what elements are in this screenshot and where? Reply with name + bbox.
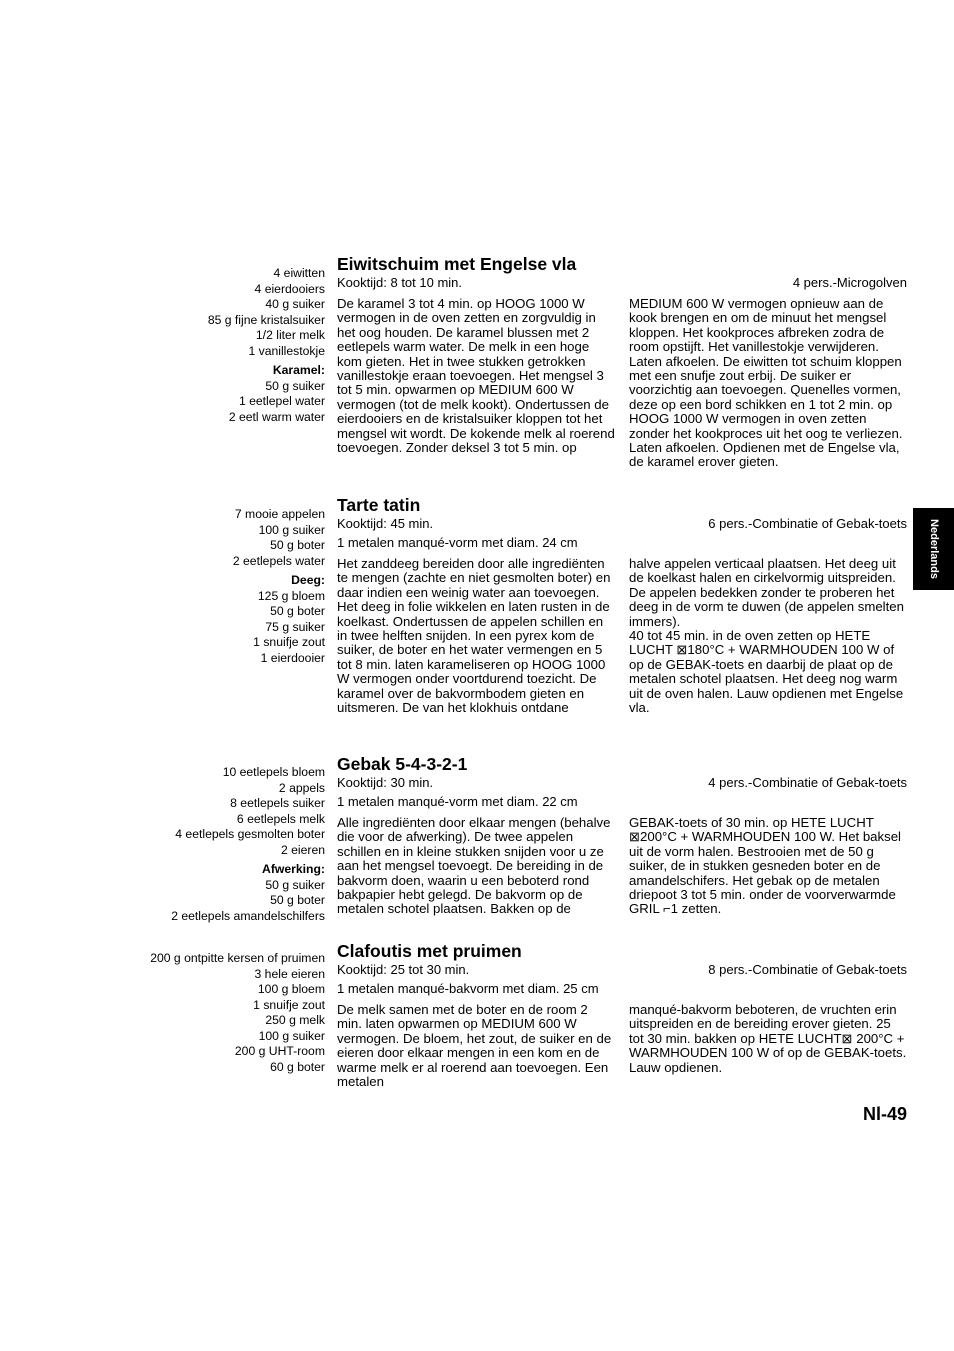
recipe-title: Clafoutis met pruimen [337, 941, 522, 961]
ingredients-list [115, 266, 325, 425]
recipe-meta [337, 275, 907, 291]
ingredient: 50 g suiker [265, 378, 325, 393]
ingredient: 1 snuifje zout [253, 997, 325, 1012]
ingredient: 10 eetlepels bloem [222, 765, 325, 779]
recipe-title: Tarte tatin [337, 495, 421, 515]
body-text: GEBAK-toets of 30 min. op HETE LUCHT ⊠200°C + WARMHOUDEN 100 W. Het baksel uit de vorm halen. Bestrooien met de 50 g suiker, de in stukken gesneden boter en de amandelschifers. Het gebak op de metalen driepoot 3 tot 5 min. onder de voorverwarmde GRIL ⌐1 zetten. [629, 815, 901, 917]
body-column-left [337, 297, 615, 470]
page-number: Nl-49 [862, 1104, 907, 1124]
recipe-meta [337, 962, 907, 978]
language-tab [913, 508, 954, 590]
ingredient: 50 g boter [270, 893, 325, 907]
body-column-right [629, 297, 907, 470]
ingredient: 1/2 liter melk [255, 328, 325, 342]
ingredient: 8 eetlepels suiker [230, 796, 325, 810]
ingredient: 4 eiwitten [273, 266, 325, 280]
ingredient: 100 g suiker [258, 522, 325, 537]
ingredient: 100 g bloem [257, 982, 325, 996]
language-tab-label: Nederlands [927, 519, 940, 579]
servings-method: 8 pers.-Combinatie of Gebak-toets [708, 962, 907, 977]
recipe-body [337, 297, 907, 470]
body-text: De melk samen met de boter en de room 2 min. laten opwarmen op MEDIUM 600 W vermogen. De bloem, het zout, de suiker en de eieren door elkaar mengen in een kom en de warme melk er al roerend aan toevoegen. Een metalen [337, 1002, 612, 1090]
ingredient: 7 mooie appelen [234, 507, 325, 521]
ingredient: 200 g UHT-room [234, 1044, 325, 1058]
ingredient: 75 g suiker [265, 619, 325, 634]
body-text: halve appelen verticaal plaatsen. Het deeg uit de koelkast halen en cirkelvormig uitspreiden. De appelen bedekken zonder te proberen het deeg in de vorm te duwen (de appelen smelten immers). 40 tot 45 min. in de oven zetten op HETE LUCHT ⊠180°C + WARMHOUDEN 100 W of op de GEBAK-toets en daarbij de plaat op de metalen schotel plaatsen. Het deeg nog warm uit de oven halen. Lauw opdienen met Engelse vla. [629, 556, 904, 716]
ingredients-list [115, 765, 325, 924]
ingredient: 40 g suiker [265, 297, 325, 311]
cooking-time: Kooktijd: 8 tot 10 min. [337, 275, 463, 290]
ingredient: 50 g suiker [265, 877, 325, 892]
ingredient: 50 g boter [270, 604, 325, 618]
ingredient: 1 vanillestokje [248, 343, 325, 358]
cooking-time: Kooktijd: 30 min. [337, 775, 434, 790]
recipe-meta [337, 775, 907, 791]
ingredients-list [115, 951, 325, 1075]
body-column-right [629, 816, 907, 917]
body-column-right [629, 1003, 907, 1089]
body-column-left [337, 1003, 615, 1089]
ingredient: 2 appels [278, 780, 325, 795]
recipe-body [337, 557, 907, 715]
ingredient-subheading: Afwerking: [262, 862, 325, 876]
ingredient: 250 g melk [265, 1013, 325, 1027]
ingredient: 200 g ontpitte kersen of pruimen [150, 951, 325, 965]
servings-method: 6 pers.-Combinatie of Gebak-toets [708, 516, 907, 531]
body-column-left [337, 816, 615, 917]
ingredient-subheading: Karamel: [272, 363, 325, 377]
recipe [337, 494, 907, 715]
body-column-right [629, 557, 907, 715]
recipe-body [337, 1003, 907, 1089]
cookware: 1 metalen manqué-vorm met diam. 22 cm [337, 794, 578, 809]
recipe-title: Gebak 5-4-3-2-1 [337, 754, 468, 774]
ingredient: 2 eetlepels water [232, 553, 325, 568]
body-text: Alle ingrediënten door elkaar mengen (behalve die voor de afwerking). De twee appelen schillen en in kleine stukken snijden voor u ze aan het mengsel toevoegt. De bereiding in de bakvorm doen, waarin u een beboterd rond bakpapier hebt gelegd. De bakvorm op de metalen schotel plaatsen. Bakken op de [337, 815, 611, 917]
cookware: 1 metalen manqué-vorm met diam. 24 cm [337, 535, 578, 550]
ingredient: 3 hele eieren [254, 966, 325, 981]
ingredient: 125 g bloem [257, 588, 325, 603]
ingredient: 60 g boter [270, 1059, 325, 1074]
ingredient: 4 eetlepels gesmolten boter [175, 827, 325, 841]
body-text: De karamel 3 tot 4 min. op HOOG 1000 W vermogen in de oven zetten en zorgvuldig in het oog houden. De karamel blussen met 2 eetlepels warm water. De melk in een hoge kom gieten. Het in twee stukken getrokken vanillestokje eraan toevoegen. Het mengsel 3 tot 5 min. opwarmen op MEDIUM 600 W vermogen (tot de melk kookt). Ondertussen de eierdooiers en de kristalsuiker kloppen tot het mengsel wit wordt. De kokende melk al roerend toevoegen. Zonder deksel 3 tot 5 min. op [337, 296, 615, 456]
recipe-title: Eiwitschuim met Engelse vla [337, 254, 577, 274]
cooking-time: Kooktijd: 45 min. [337, 516, 434, 531]
ingredient: 4 eierdooiers [254, 281, 325, 296]
ingredient: 2 eetl warm water [228, 409, 325, 424]
recipe [337, 253, 907, 470]
recipe-meta [337, 516, 907, 532]
ingredient: 2 eetlepels amandelschilfers [171, 908, 325, 923]
cookware: 1 metalen manqué-bakvorm met diam. 25 cm [337, 981, 599, 996]
ingredient: 1 snuifje zout [253, 635, 325, 649]
ingredient: 2 eieren [280, 842, 325, 857]
cooking-time: Kooktijd: 25 tot 30 min. [337, 962, 470, 977]
recipe-body [337, 816, 907, 917]
ingredient: 100 g suiker [258, 1028, 325, 1043]
body-text: manqué-bakvorm beboteren, de vruchten erin uitspreiden en de bereiding erover gieten. 25 tot 30 min. bakken op HETE LUCHT⊠ 200°C + WARMHOUDEN 100 W of op de GEBAK-toets. Lauw opdienen. [629, 1002, 907, 1075]
servings-method: 4 pers.-Combinatie of Gebak-toets [708, 775, 907, 790]
recipe [337, 940, 907, 1089]
ingredients-list [115, 507, 325, 666]
ingredient: 85 g fijne kristalsuiker [207, 312, 325, 327]
ingredient: 6 eetlepels melk [236, 811, 325, 826]
recipe [337, 753, 907, 917]
ingredient-subheading: Deeg: [291, 573, 325, 587]
ingredient: 50 g boter [270, 538, 325, 552]
servings-method: 4 pers.-Microgolven [792, 275, 907, 290]
body-text: Het zanddeeg bereiden door alle ingrediënten te mengen (zachte en niet gesmolten boter) en daar indien een weinig water aan toevoegen. Het deeg in folie wikkelen en laten rusten in de koelkast. Ondertussen de appelen schillen en in twee helften snijden. In een pyrex kom de suiker, de boter en het water vermengen en 5 tot 8 min. laten karameliseren op HOOG 1000 W vermogen onder voortdurend toezicht. De karamel over de bakvormbodem gieten en uitsmeren. De van het klokhuis ontdane [337, 556, 611, 716]
ingredient: 1 eetlepel water [238, 394, 325, 408]
body-text: MEDIUM 600 W vermogen opnieuw aan de kook brengen en om de minuut het mengsel kloppen. Het kookproces afbreken zodra de room opstijft. Het vanillestokje verwijderen. Laten afkoelen. De eiwitten tot schuim kloppen met een snufje zout erbij. De suiker er voorzichtig aan toevoegen. Quenelles vormen, deze op een bord schikken en 1 tot 2 min. op HOOG 1000 W vermogen in oven zetten zonder het kookproces uit het oog te verliezen. Laten afkoelen. Opdienen met de Engelse vla, de karamel erover gieten. [629, 296, 903, 470]
body-column-left [337, 557, 615, 715]
ingredient: 1 eierdooier [260, 650, 325, 665]
